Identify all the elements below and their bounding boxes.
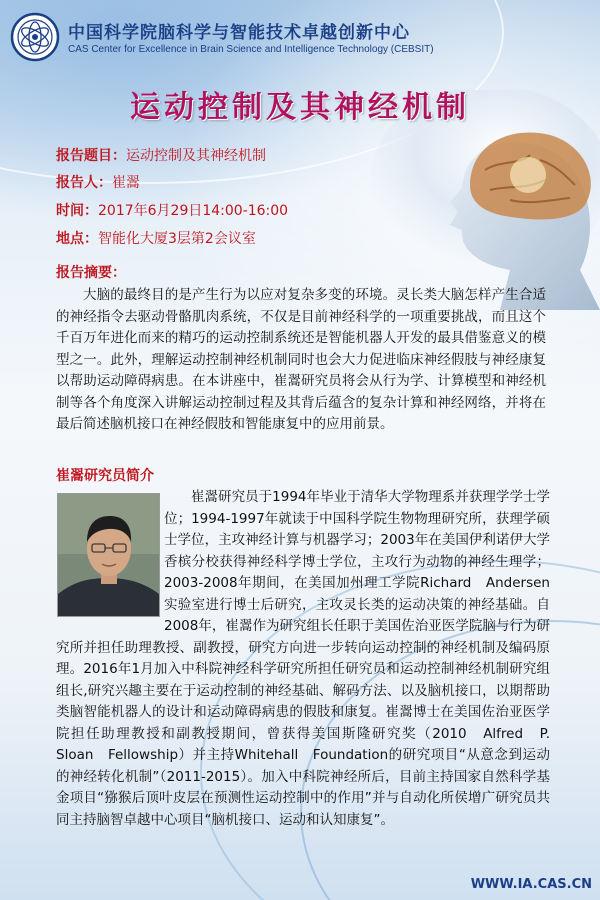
talk-speaker [56,172,140,192]
topic-label: 报告题目： [56,148,126,164]
abstract-heading: 报告摘要： [56,265,126,281]
page-title: 运动控制及其神经机制 [130,90,470,125]
talk-topic [56,145,266,165]
place-label: 地点： [56,231,98,247]
footer-url: WWW.IA.CAS.CN [470,877,592,892]
bio-heading: 崔翯研究员简介 [56,468,154,484]
time-value: 2017年6月29日14:00-16:00 [98,203,289,219]
cas-logo-icon [10,12,60,62]
talk-time [56,200,288,220]
header [10,12,590,64]
org-name-cn: 中国科学院脑科学与智能技术卓越创新中心 [68,23,410,43]
time-label: 时间： [56,203,98,219]
topic-value: 运动控制及其神经机制 [126,148,266,164]
org-name-en: CAS Center for Excellence in Brain Science and Intelligence Technology (CEBSIT) [68,44,434,55]
speaker-label: 报告人： [56,175,112,191]
speaker-value: 崔翯 [112,175,140,191]
talk-place [56,228,256,248]
bio-text: 崔翯研究员于1994年毕业于清华大学物理系并获理学学士学位；1994-1997年就读于中国科学院生物物理研究所，获理学硕士学位，主攻神经计算与机器学习；2003年在美国伊利诺伊大学香槟分校获得神经科学博士学位，主攻行为动物的神经生理学；2003-2008年期间，在美国加州理工学院Richard Andersen实验室进行博士后研究，主攻灵长类的运动决策的神经基础。自2008年，崔翯作为研究组长任职于美国佐治亚医学院脑与行为研究所并担任助理教授、副教授，研究方向进一步转向运动控制的神经机制及编码原理。2016年1月加入中科院神经科学研究所担任研究员和运动控制神经机制研究组组长,研究兴趣主要在于运动控制的神经基础、解码方法、以及脑机接口，以期帮助类脑智能机器人的设计和运动障碍病患的假肢和康复。崔翯博士在美国佐治亚医学院担任助理教授和副教授期间，曾获得美国斯隆研究奖（2010 Alfred P. Sloan Fellowship）并主持Whitehall Foundation的研究项目“从意念到运动的神经转化机制”（2011-2015）。加入中科院神经所后，目前主持国家自然科学基金项目“猕猴后顶叶皮层在预测性运动控制中的作用”并与自动化所侯增广研究员共同主持脑智卓越中心项目“脑机接口、运动和认知康复”。 [56,489,564,828]
place-value: 智能化大厦3层第2会议室 [98,231,256,247]
bio-text-block [56,487,564,831]
abstract-text: 大脑的最终目的是产生行为以应对复杂多变的环境。灵长类大脑怎样产生合适的神经指令去驱动骨骼肌肉系统，不仅是目前神经科学的一项重要挑战，而且这个千百万年进化而来的精巧的运动控制系统还是智能机器人开发的最具借鉴意义的模型之一。此外，理解运动控制神经机制同时也会大力促进临床神经假肢与神经康复以帮助运动障碍病患。在本讲座中，崔翯研究员将会从行为学、计算模型和神经机制等各个角度深入讲解运动控制过程及其背后蕴含的复杂计算和神经网络，并将在最后简述脑机接口在神经假肢和智能康复中的应用前景。 [56,287,546,432]
photo-spacer [56,487,164,637]
